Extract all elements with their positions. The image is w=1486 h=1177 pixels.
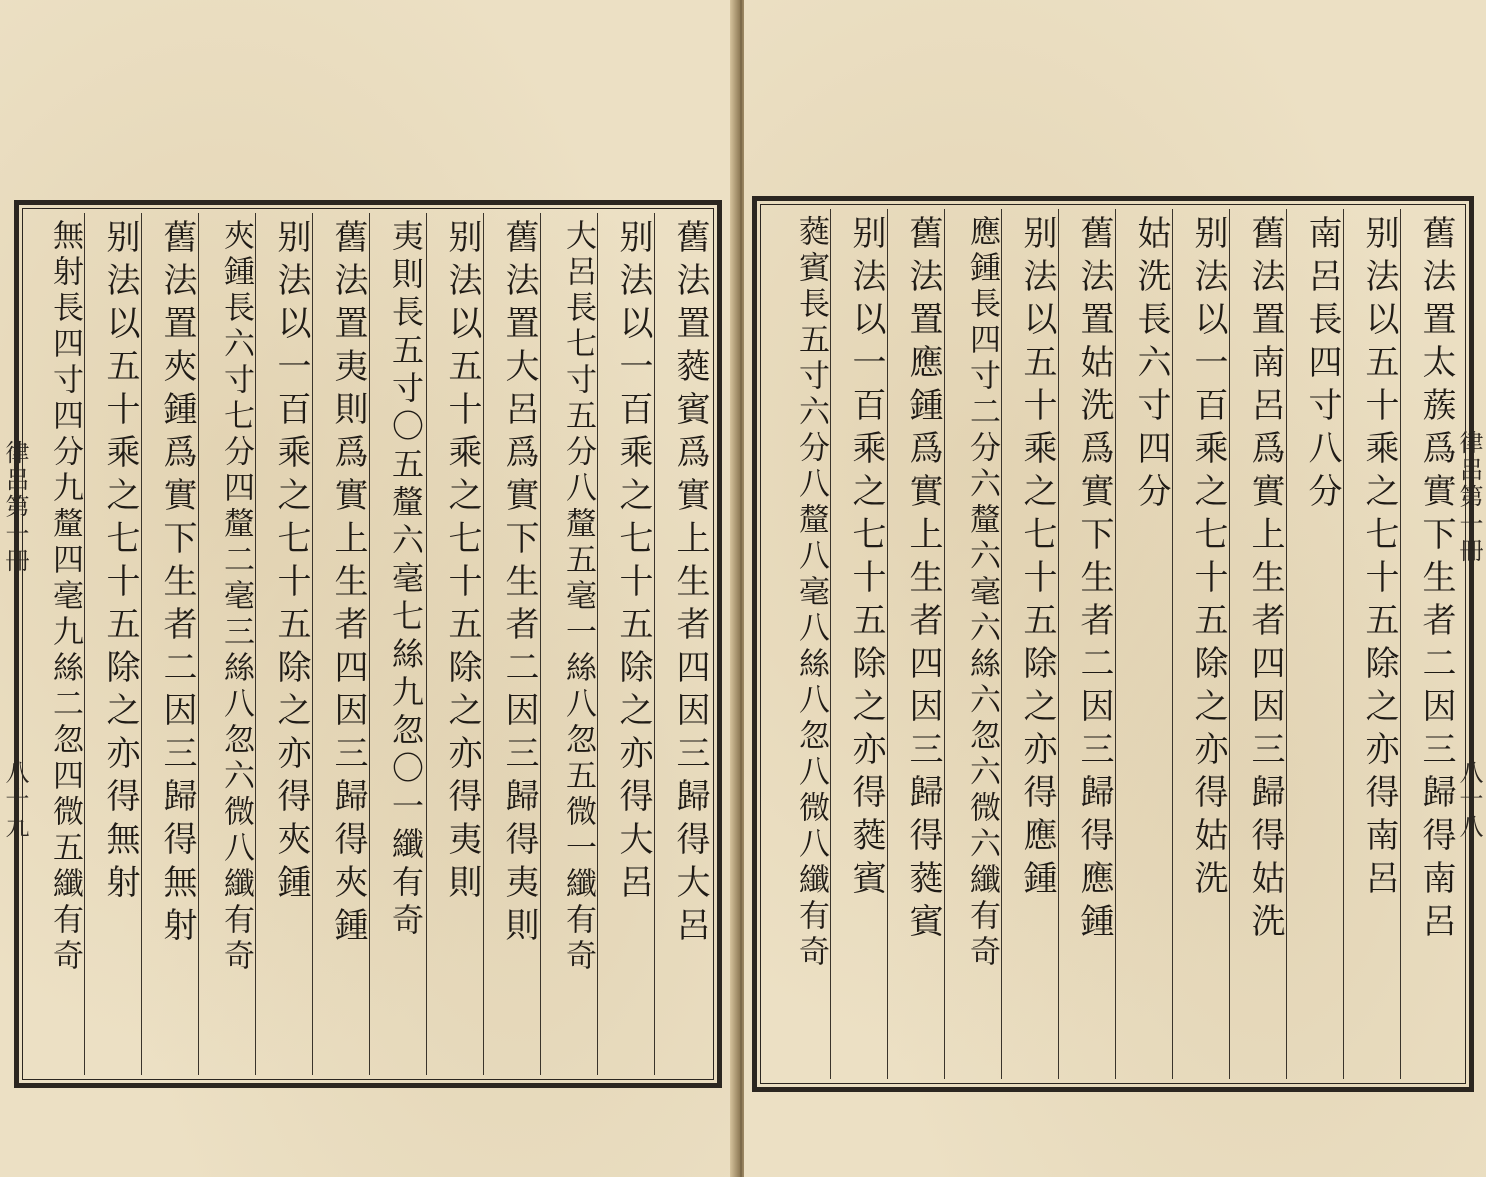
text-column [545,219,597,1069]
column-rule [830,209,831,1079]
text-column [778,215,830,1073]
text-column [602,219,654,1069]
text-column [89,219,141,1069]
column-text: 舊法置夷則爲實上生者四因三歸得夾鍾 [328,219,368,950]
column-text: 無射長四寸四分九釐四毫九絲二忽四微五纖有奇 [47,219,83,975]
column-text: 舊法置夾鍾爲實下生者二因三歸得無射 [157,219,197,950]
text-column [374,219,426,1069]
left-page-frame [14,200,722,1088]
column-text: 别法以一百乘之七十五除之亦得大呂 [613,219,653,907]
text-column [1234,215,1286,1073]
column-text: 别法以一百乘之七十五除之亦得姑洗 [1188,215,1228,903]
column-text: 舊法置大呂爲實下生者二因三歸得夷則 [499,219,539,950]
left-page [0,0,736,1177]
column-rule [540,213,541,1075]
column-rule [1058,209,1059,1079]
column-text: 舊法置太蔟爲實下生者二因三歸得南呂 [1416,215,1456,946]
column-rule [1115,209,1116,1079]
column-rule [312,213,313,1075]
text-column [488,219,540,1069]
column-rule [1343,209,1344,1079]
column-text: 别法以五十乘之七十五除之亦得夷則 [442,219,482,907]
column-text: 大呂長七寸五分八釐五毫一絲八忽五微一纖有奇 [560,219,596,975]
column-rule [369,213,370,1075]
margin-title: 律呂第一冊 [1455,430,1483,565]
column-text: 别法以五十乘之七十五除之亦得南呂 [1359,215,1399,903]
column-text: 夾鍾長六寸七分四釐二毫三絲八忽六微八纖有奇 [218,219,254,975]
column-rule [1400,209,1401,1079]
text-column [146,219,198,1069]
column-rule [597,213,598,1075]
column-rule [141,213,142,1075]
right-page [744,0,1486,1177]
text-column [317,219,369,1069]
text-column [659,219,711,1069]
text-column [835,215,887,1073]
text-column [1291,215,1343,1073]
column-rule [887,209,888,1079]
column-text: 别法以一百乘之七十五除之亦得蕤賓 [846,215,886,903]
text-column [892,215,944,1073]
text-column [203,219,255,1069]
text-column [32,219,84,1069]
column-rule [1172,209,1173,1079]
column-text: 别法以五十乘之七十五除之亦得無射 [100,219,140,907]
column-text: 别法以五十乘之七十五除之亦得應鍾 [1017,215,1057,903]
folio-number: 八十九 [1,760,29,841]
column-rule [1001,209,1002,1079]
right-page-frame [752,196,1474,1092]
margin-title: 律呂第一冊 [1,440,29,575]
column-text: 蕤賓長五寸六分八釐八毫八絲八忽八微八纖有奇 [793,215,829,971]
column-rule [426,213,427,1075]
text-column [949,215,1001,1073]
column-text: 南呂長四寸八分 [1302,215,1342,516]
column-text: 姑洗長六寸四分 [1131,215,1171,516]
text-column [1405,215,1457,1073]
column-text: 舊法置姑洗爲實下生者二因三歸得應鍾 [1074,215,1114,946]
column-rule [84,213,85,1075]
text-column [1120,215,1172,1073]
column-text: 夷則長五寸〇五釐六毫七絲九忽〇一纖有奇 [387,219,425,941]
column-text: 應鍾長四寸二分六釐六毫六絲六忽六微六纖有奇 [964,215,1000,971]
column-text: 舊法置南呂爲實上生者四因三歸得姑洗 [1245,215,1285,946]
column-rule [1229,209,1230,1079]
text-column [1348,215,1400,1073]
column-rule [944,209,945,1079]
text-column [1063,215,1115,1073]
text-column [431,219,483,1069]
column-rule [483,213,484,1075]
column-text: 别法以一百乘之七十五除之亦得夾鍾 [271,219,311,907]
text-column [260,219,312,1069]
column-text: 舊法置應鍾爲實上生者四因三歸得蕤賓 [903,215,943,946]
column-text: 舊法置蕤賓爲實上生者四因三歸得大呂 [670,219,710,950]
column-rule [654,213,655,1075]
text-column [1006,215,1058,1073]
text-column [1177,215,1229,1073]
column-rule [1286,209,1287,1079]
column-rule [198,213,199,1075]
column-rule [255,213,256,1075]
folio-number: 八十八 [1455,760,1483,841]
